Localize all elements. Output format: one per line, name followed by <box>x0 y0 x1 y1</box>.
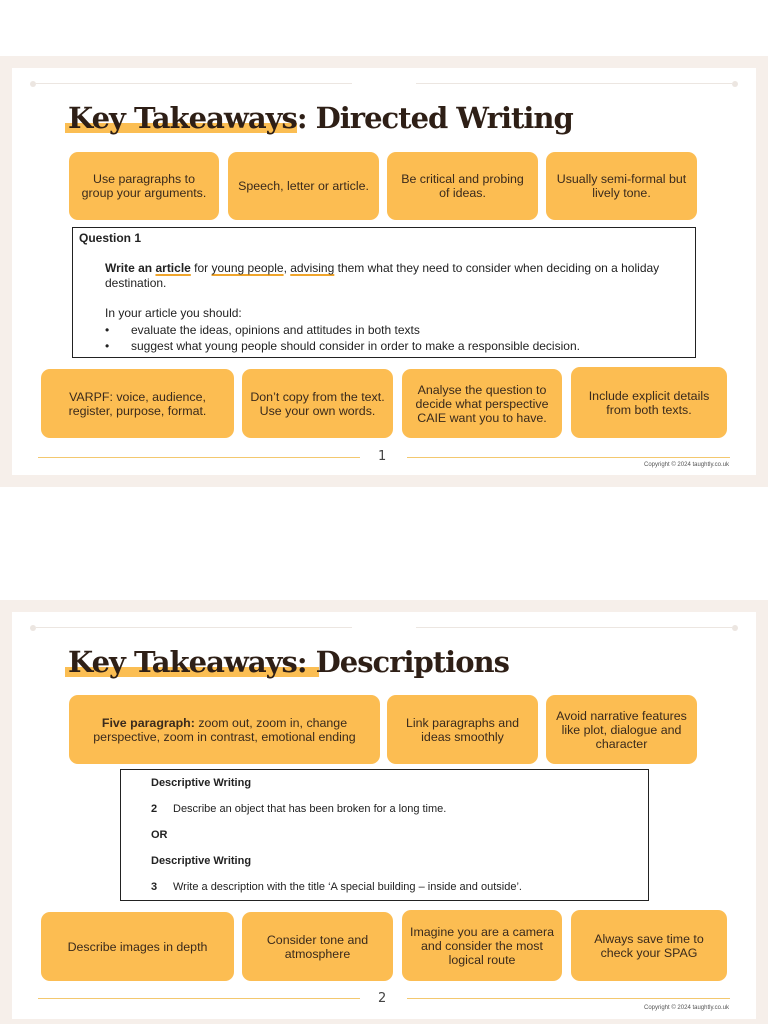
decorative-line <box>416 83 732 84</box>
takeaway-card: Analyse the question to decide what perspective CAIE want you to have. <box>402 369 562 438</box>
decorative-dot <box>732 625 738 631</box>
decorative-line <box>36 83 352 84</box>
question-item <box>151 881 522 893</box>
decorative-line <box>416 627 732 628</box>
exam-question-box <box>72 227 696 358</box>
page-title: Key Takeaways: Directed Writing <box>68 101 573 135</box>
prompt-rest: them what they need to consider when deciding on a holiday destination. <box>105 261 660 290</box>
bullet-text: evaluate the ideas, opinions and attitudes in both texts <box>131 323 420 337</box>
question-heading: Descriptive Writing <box>151 777 252 789</box>
question-item <box>151 803 446 815</box>
footer-line <box>38 998 360 999</box>
slide-2-frame <box>0 600 768 1024</box>
question-number: 2 <box>151 803 158 815</box>
card-text: zoom out, zoom in, change perspective, zoom in contrast, emotional ending <box>93 715 356 744</box>
takeaway-card: Always save time to check your SPAG <box>571 910 727 981</box>
page-number: 1 <box>378 449 387 464</box>
takeaway-card: VARPF: voice, audience, register, purpose, format. <box>41 369 234 438</box>
question-number: 3 <box>151 881 158 893</box>
prompt-advising: advising <box>290 261 335 275</box>
decorative-line <box>36 627 352 628</box>
question-heading: Descriptive Writing <box>151 855 252 867</box>
bullet-dot: • <box>105 323 110 337</box>
question-heading: Question 1 <box>79 231 142 245</box>
decorative-dot <box>30 81 36 87</box>
takeaway-card: Include explicit details from both texts. <box>571 367 727 438</box>
takeaway-card: Link paragraphs and ideas smoothly <box>387 695 538 764</box>
bullet-dot: • <box>105 339 110 353</box>
slide-1-frame <box>0 56 768 487</box>
footer-line <box>407 457 730 458</box>
card-bold-label: Five paragraph: <box>101 715 195 730</box>
question-bullets <box>105 322 580 354</box>
prompt-write: Write an <box>105 261 153 275</box>
takeaway-card: Describe images in depth <box>41 912 234 981</box>
prompt-for: for <box>190 261 212 275</box>
copyright-text: Copyright © 2024 taughtly.co.uk <box>644 1005 730 1011</box>
prompt-article: article <box>155 261 191 275</box>
takeaway-card: Usually semi-formal but lively tone. <box>546 152 697 220</box>
question-prompt <box>105 261 685 291</box>
footer-line <box>38 457 360 458</box>
takeaway-card-text <box>77 716 372 744</box>
takeaway-card: Speech, letter or article. <box>228 152 379 220</box>
question-or: OR <box>151 829 168 841</box>
footer-line <box>407 998 730 999</box>
page-title: Key Takeaways: Descriptions <box>68 645 509 679</box>
bullet-item <box>105 338 580 354</box>
takeaway-card: Be critical and probing of ideas. <box>387 152 538 220</box>
slide-1 <box>12 68 756 475</box>
takeaway-card <box>69 695 380 764</box>
question-text: Write a description with the title ‘A special building – inside and outside’. <box>173 881 522 893</box>
copyright-text: Copyright © 2024 taughtly.co.uk <box>644 462 730 468</box>
takeaway-card: Use paragraphs to group your arguments. <box>69 152 219 220</box>
takeaway-card: Avoid narrative features like plot, dialogue and character <box>546 695 697 764</box>
prompt-young-people: young people <box>211 261 284 275</box>
exam-question-box <box>120 769 649 901</box>
bullet-item <box>105 322 580 338</box>
question-text: Describe an object that has been broken for a long time. <box>173 803 447 815</box>
decorative-dot <box>30 625 36 631</box>
slide-2 <box>12 612 756 1019</box>
bullet-text: suggest what young people should consider in order to make a responsible decision. <box>131 339 580 353</box>
takeaway-card: Consider tone and atmosphere <box>242 912 393 981</box>
takeaway-card: Imagine you are a camera and consider the most logical route <box>402 910 562 981</box>
takeaway-card: Don’t copy from the text. Use your own words. <box>242 369 393 438</box>
question-instruction: In your article you should: <box>105 306 242 320</box>
decorative-dot <box>732 81 738 87</box>
page-number: 2 <box>378 991 387 1006</box>
prompt-comma: , <box>283 261 291 275</box>
